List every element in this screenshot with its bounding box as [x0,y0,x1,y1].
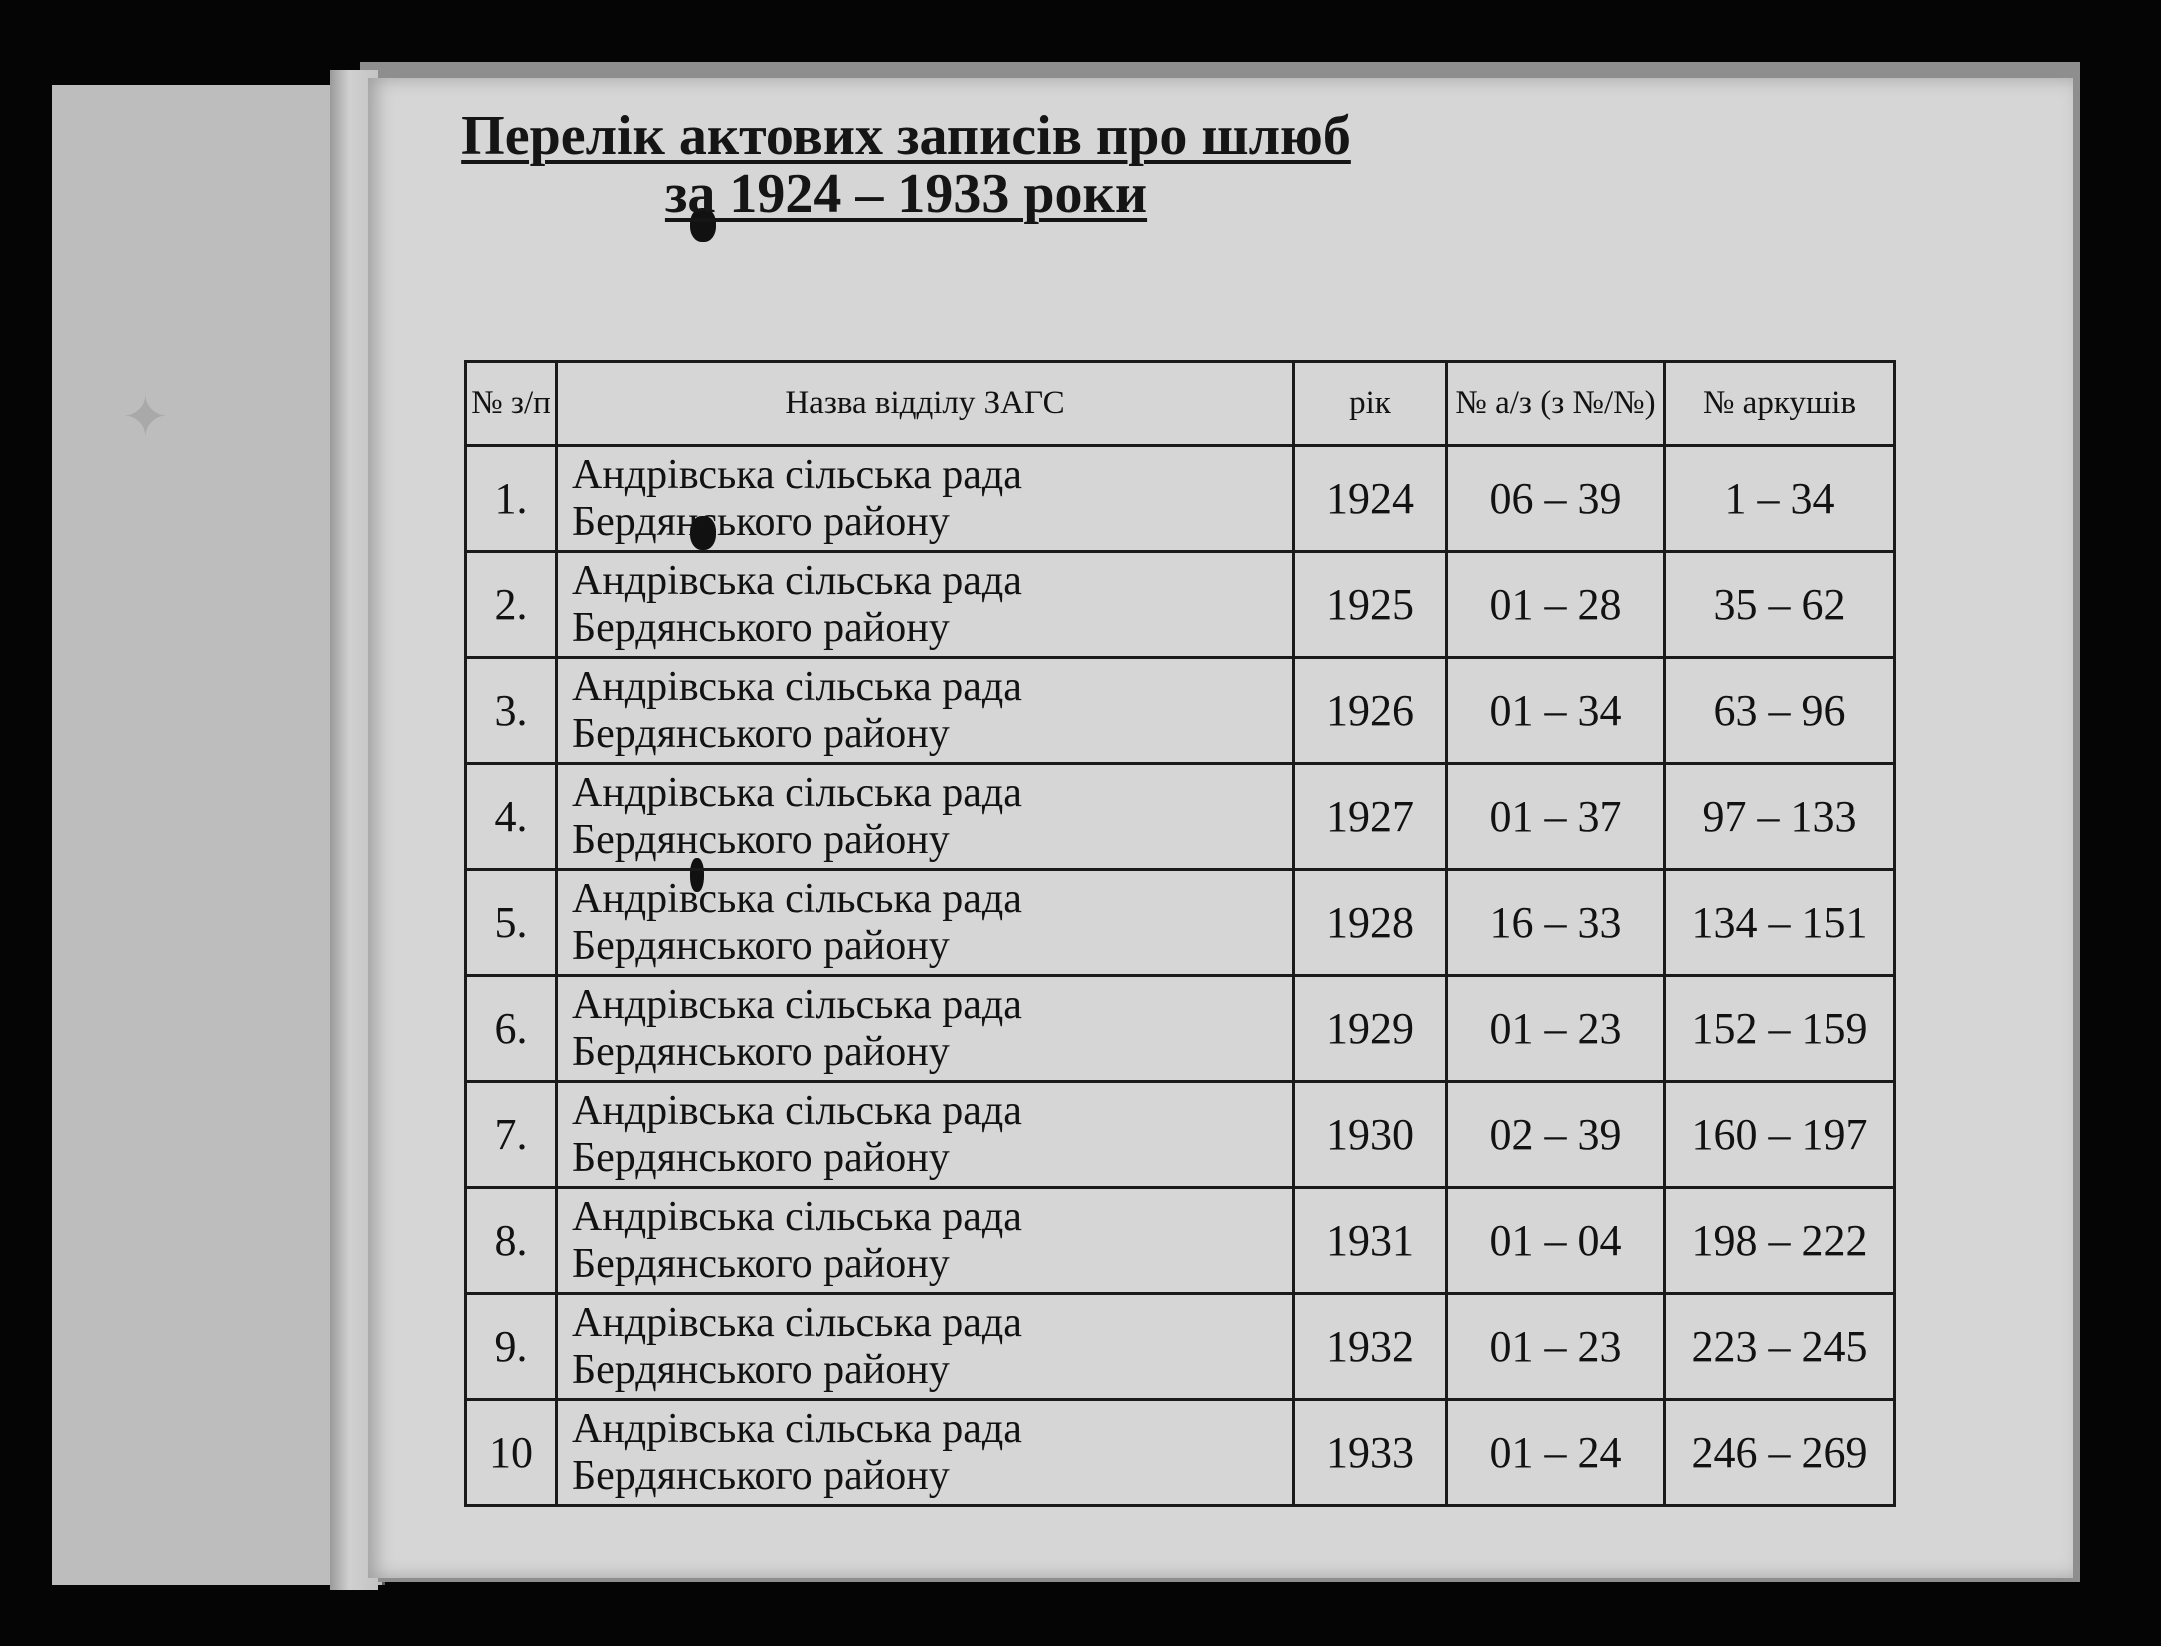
row-name-line1: Андрівська сільська рада [572,1300,1022,1347]
row-num: 4. [466,764,557,870]
row-name [557,1294,1294,1400]
header-year: рік [1294,362,1447,446]
row-year: 1927 [1294,764,1447,870]
row-name-line2: Бердянського району [572,1134,950,1181]
row-name-line2: Бердянського району [572,816,950,863]
row-num: 5. [466,870,557,976]
row-year: 1932 [1294,1294,1447,1400]
row-sheets: 152 – 159 [1665,976,1895,1082]
row-sheets: 160 – 197 [1665,1082,1895,1188]
row-name-line1: Андрівська сільська рада [572,982,1022,1029]
table-row [466,870,1895,976]
row-records: 02 – 39 [1447,1082,1665,1188]
table-row [466,1082,1895,1188]
row-records: 01 – 23 [1447,1294,1665,1400]
row-name-line1: Андрівська сільська рада [572,1194,1022,1241]
row-records: 01 – 34 [1447,658,1665,764]
table-row [466,552,1895,658]
row-name-line1: Андрівська сільська рада [572,770,1022,817]
row-name [557,446,1294,552]
row-sheets: 246 – 269 [1665,1400,1895,1506]
row-name-line2: Бердянського району [572,498,950,545]
table-row [466,446,1895,552]
row-num: 6. [466,976,557,1082]
table-row [466,658,1895,764]
table-row [466,976,1895,1082]
header-sheets: № аркушів [1665,362,1895,446]
row-num: 9. [466,1294,557,1400]
row-records: 01 – 23 [1447,976,1665,1082]
row-year: 1928 [1294,870,1447,976]
row-name-line2: Бердянського району [572,710,950,757]
records-table [464,360,1896,1507]
row-name [557,658,1294,764]
row-sheets: 198 – 222 [1665,1188,1895,1294]
row-year: 1924 [1294,446,1447,552]
row-sheets: 223 – 245 [1665,1294,1895,1400]
header-name: Назва відділу ЗАГС [557,362,1294,446]
row-name [557,1082,1294,1188]
row-name-line1: Андрівська сільська рада [572,452,1022,499]
document-title: Перелік актових записів про шлюб [461,105,1351,167]
row-name [557,764,1294,870]
row-name-line1: Андрівська сільська рада [572,1088,1022,1135]
row-records: 16 – 33 [1447,870,1665,976]
row-num: 1. [466,446,557,552]
row-name-line1: Андрівська сільська рада [572,876,1022,923]
header-records: № а/з (з №/№) [1447,362,1665,446]
row-name-line2: Бердянського району [572,604,950,651]
row-name [557,1188,1294,1294]
table-row [466,1294,1895,1400]
table-row [466,1188,1895,1294]
row-sheets: 97 – 133 [1665,764,1895,870]
row-year: 1926 [1294,658,1447,764]
row-year: 1933 [1294,1400,1447,1506]
row-sheets: 35 – 62 [1665,552,1895,658]
row-name-line1: Андрівська сільська рада [572,1406,1022,1453]
row-year: 1931 [1294,1188,1447,1294]
row-name-line2: Бердянського району [572,1240,950,1287]
row-sheets: 1 – 34 [1665,446,1895,552]
bleed-through-text: ✦ [122,387,169,449]
row-num: 2. [466,552,557,658]
row-name-line2: Бердянського району [572,1346,950,1393]
row-num: 3. [466,658,557,764]
table-row [466,1400,1895,1506]
row-year: 1930 [1294,1082,1447,1188]
row-year: 1925 [1294,552,1447,658]
row-name-line2: Бердянського району [572,1028,950,1075]
row-records: 01 – 04 [1447,1188,1665,1294]
row-num: 10 [466,1400,557,1506]
row-year: 1929 [1294,976,1447,1082]
header-num: № з/п [466,362,557,446]
row-num: 7. [466,1082,557,1188]
row-name-line2: Бердянського району [572,922,950,969]
table-row [466,764,1895,870]
table-header-row [466,362,1895,446]
row-name [557,552,1294,658]
row-num: 8. [466,1188,557,1294]
row-name [557,1400,1294,1506]
row-records: 01 – 37 [1447,764,1665,870]
row-name-line1: Андрівська сільська рада [572,664,1022,711]
row-name-line2: Бердянського району [572,1452,950,1499]
row-sheets: 63 – 96 [1665,658,1895,764]
row-records: 01 – 28 [1447,552,1665,658]
row-name [557,976,1294,1082]
row-name-line1: Андрівська сільська рада [572,558,1022,605]
row-records: 01 – 24 [1447,1400,1665,1506]
row-name [557,870,1294,976]
row-sheets: 134 – 151 [1665,870,1895,976]
row-records: 06 – 39 [1447,446,1665,552]
document-subtitle: за 1924 – 1933 роки [664,163,1148,225]
